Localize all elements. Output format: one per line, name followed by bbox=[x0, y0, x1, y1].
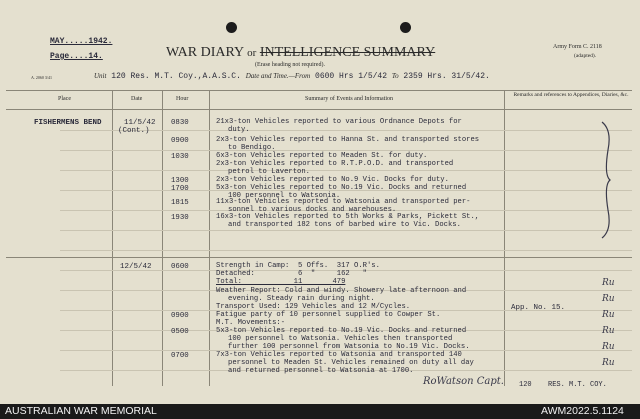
margin-initial: Ru bbox=[602, 326, 615, 336]
punch-hole bbox=[226, 22, 237, 33]
archive-footer bbox=[0, 404, 640, 419]
entry-text: 5x3-ton Vehicles reported to No.19 Vic. Docks and returned 100 personnel to Watsonia. Vehicles then transported further 100 personnel from Watsonia to No.19 Vic. Docks. bbox=[216, 327, 470, 351]
archive-reference: AWM2022.5.1124 bbox=[541, 405, 624, 417]
column-header-place: Place bbox=[58, 96, 71, 102]
entry-text: Fatigue party of 10 personnel supplied to Cowper St. bbox=[216, 311, 441, 319]
movements-heading: M.T. Movements:- bbox=[216, 319, 286, 327]
entry-hour: 0830 bbox=[171, 119, 189, 127]
unit-label: Unit bbox=[94, 72, 107, 80]
entry-hour: 0700 bbox=[171, 352, 189, 360]
bracket-mark bbox=[598, 120, 618, 240]
punch-hole bbox=[400, 22, 411, 33]
date-value: 12/5/42 bbox=[120, 263, 152, 271]
weather-report: Weather Report: Cold and windy. Showery late afternoon and evening. Steady rain during night. bbox=[216, 287, 467, 303]
column-divider bbox=[504, 90, 505, 386]
entry-text: 11x3-ton Vehicles reported to Watsonia and transported per- sonnel to various docks and warehouses. bbox=[216, 198, 471, 214]
column-header-hour: Hour bbox=[176, 96, 189, 102]
column-divider bbox=[209, 90, 210, 386]
strength-table: Strength in Camp: 5 Offs. 317 O.R's. Detached: 6 " 162 " Total: 11 479 bbox=[216, 262, 380, 286]
entry-hour: 0500 bbox=[171, 328, 189, 336]
column-divider bbox=[162, 90, 163, 386]
entry-text: 16x3-ton Vehicles reported to 5th Works & Parks, Pickett St., and transported 182 tons of barbed wire to Vic. Docks. bbox=[216, 213, 480, 229]
page-number: Page....14. bbox=[50, 52, 103, 61]
entry-hour: 1930 bbox=[171, 214, 189, 222]
army-form: Army Form C. 2118 bbox=[553, 44, 602, 50]
unit-value: 120 Res. M.T. Coy., bbox=[111, 72, 203, 81]
unit-line bbox=[94, 72, 490, 81]
month-label: MAY.....1942. bbox=[50, 37, 113, 46]
unit-corps: A.A.S.C. bbox=[202, 72, 241, 81]
army-form-note: (adapted). bbox=[574, 53, 597, 59]
title-intelligence-summary: INTELLIGENCE SUMMARY bbox=[259, 45, 436, 60]
entry-hour: 1300 bbox=[171, 177, 189, 185]
transport-used: Transport Used: 129 Vehicles and 12 M/Cycles. bbox=[216, 303, 411, 311]
place-value: FISHERMENS BEND bbox=[34, 119, 102, 127]
signature-unit-number: 120 bbox=[519, 381, 532, 389]
form-code: A. 2060 3/41 bbox=[31, 75, 52, 80]
table-top-rule bbox=[6, 90, 632, 91]
entry-text: 6x3-ton Vehicles reported to Meaden St. for duty. 2x3-ton Vehicles reported to R.T.P.O.D. and transported petrol to Laverton. bbox=[216, 152, 454, 176]
period-from: 0600 Hrs 1/5/42 bbox=[315, 72, 388, 81]
entry-hour: 0900 bbox=[171, 312, 189, 320]
title-war-diary: WAR DIARY bbox=[166, 45, 244, 60]
entry-hour: 1030 bbox=[171, 153, 189, 161]
date-value: 11/5/42 bbox=[124, 119, 156, 127]
margin-initial: Ru bbox=[602, 342, 615, 352]
entry-text: 21x3-ton Vehicles reported to various Ordnance Depots for duty. bbox=[216, 118, 462, 134]
entry-hour: 1700 bbox=[171, 185, 189, 193]
period-to: 2359 Hrs. 31/5/42. bbox=[403, 72, 490, 81]
archive-name: AUSTRALIAN WAR MEMORIAL bbox=[5, 405, 157, 417]
column-header-summary: Summary of Events and Information bbox=[305, 96, 393, 102]
entry-text: 7x3-ton Vehicles reported to Watsonia and transported 140 personnel to Meaden St. Vehicles remained on duty all day and returned personnel to Watsonia at 1700. bbox=[216, 351, 474, 375]
margin-initial: Ru bbox=[602, 278, 615, 288]
appendix-reference: App. No. 15. bbox=[511, 304, 566, 312]
entry-hour: 1815 bbox=[171, 199, 189, 207]
column-divider bbox=[112, 90, 113, 386]
date-time-label: Date and Time.—From bbox=[245, 72, 311, 80]
column-header-date: Date bbox=[131, 96, 143, 102]
table-header-rule bbox=[6, 109, 632, 110]
entry-text: 2x3-ton Vehicles reported to Hanna St. and transported stores to Bendigo. bbox=[216, 136, 480, 152]
entry-text: 2x3-ton Vehicles reported to No.9 Vic. Docks for duty. bbox=[216, 176, 449, 184]
entry-text: 5x3-ton Vehicles reported to No.19 Vic. Docks and returned 100 personnel to Watsonia. bbox=[216, 184, 467, 200]
signature: RoWatson Capt. bbox=[423, 376, 504, 387]
entry-hour: 0600 bbox=[171, 263, 189, 271]
margin-initial: Ru bbox=[602, 358, 615, 368]
entry-hour: 0900 bbox=[171, 137, 189, 145]
unit-stamp: RES. M.T. COY. bbox=[548, 381, 607, 389]
page-title bbox=[166, 45, 435, 61]
date-continued: (Cont.) bbox=[118, 127, 150, 135]
title-subtitle: (Erase heading not required). bbox=[255, 62, 325, 68]
margin-initial: Ru bbox=[602, 294, 615, 304]
title-or: or bbox=[247, 47, 257, 59]
margin-initial: Ru bbox=[602, 310, 615, 320]
row-divider bbox=[6, 257, 632, 258]
column-header-remarks: Remarks and references to Appendices, Diaries, &c. bbox=[513, 92, 629, 98]
to-label: To bbox=[391, 72, 399, 80]
